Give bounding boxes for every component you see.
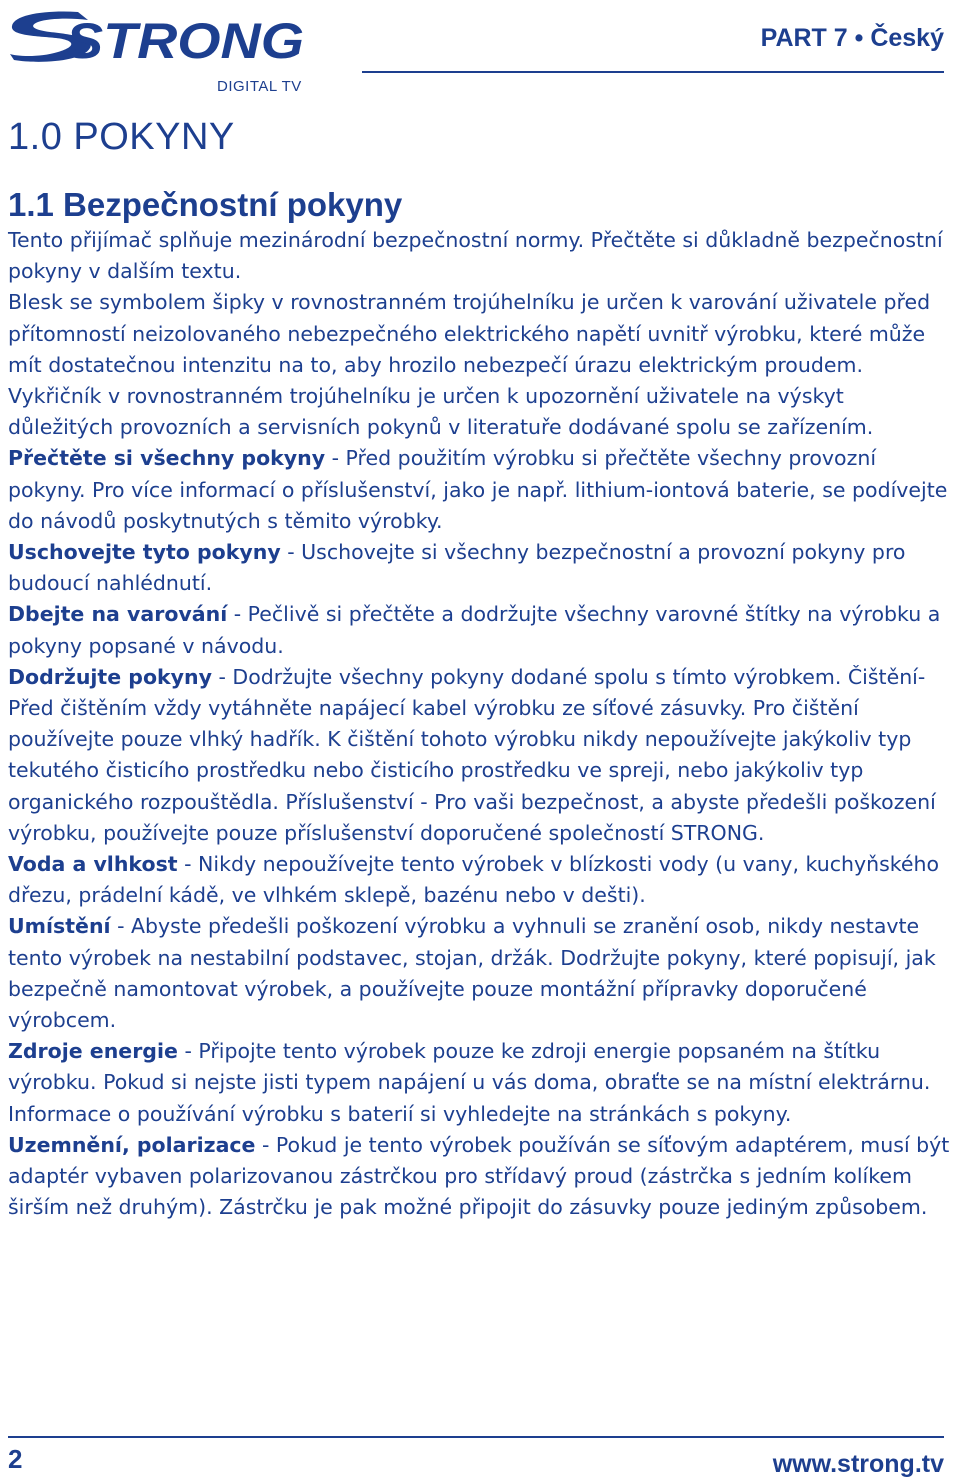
- power-sources-title: Zdroje energie: [8, 1039, 178, 1064]
- page-number: 2: [8, 1444, 23, 1474]
- water-moisture-title: Voda a vlhkost: [8, 852, 178, 877]
- exclamation-symbol-paragraph: Vykřičník v rovnostranném trojúhelníku je určen k upozornění uživatele na výskyt důležitých provozních a servisních pokynů v literatuře dodávané spolu se zařízením.: [8, 384, 874, 440]
- power-sources-paragraph: [8, 1036, 952, 1098]
- placement-paragraph: [8, 911, 952, 1036]
- water-moisture-paragraph: [8, 849, 952, 911]
- power-sources-text: - Připojte tento výrobek pouze ke zdroji energie popsaném na štítku výrobku. Pokud si nejste jisti typem napájení u vás doma, obraťte se na místní elektrárnu.: [8, 1039, 931, 1095]
- battery-info-paragraph: Informace o používání výrobku s baterií si vyhledejte na stránkách s pokyny.: [8, 1101, 792, 1126]
- grounding-title: Uzemnění, polarizace: [8, 1132, 256, 1157]
- heed-warnings-paragraph: [8, 599, 952, 661]
- heed-warnings-title: Dbejte na varování: [8, 602, 228, 627]
- header-divider: [362, 71, 944, 73]
- website-link[interactable]: www.strong.tv: [772, 1450, 944, 1478]
- keep-instructions-paragraph: [8, 537, 952, 599]
- read-instructions-title: Přečtěte si všechny pokyny: [8, 446, 326, 471]
- strong-logo-mark: [8, 6, 308, 76]
- grounding-text: - Pokud je tento výrobek používán se síťovým adaptérem, musí být adaptér vybaven polarizovanou zástrčkou pro střídavý proud (zástrčka s jedním kolíkem širším než druhým). Zástrčku je pak možné připojit do zásuvky pouze jediným způsobem.: [8, 1132, 950, 1220]
- safety-instructions-body: [8, 225, 952, 1224]
- main-heading: 1.0 POKYNY: [8, 116, 235, 158]
- placement-text: - Abyste předešli poškození výrobku a vyhnuli se zranění osob, nikdy nestavte tento výrobek na nestabilní podstavec, stojan, držák. Dodržujte pokyny, které popisují, jak bezpečně namontovat výrobek, a používejte pouze montážní přípravky doporučené výrobcem.: [8, 914, 936, 1033]
- logo-subtitle: DIGITAL TV: [217, 78, 302, 95]
- heed-warnings-text: - Pečlivě si přečtěte a dodržujte všechny varovné štítky na výrobku a pokyny popsané v návodu.: [8, 602, 941, 658]
- keep-instructions-title: Uschovejte tyto pokyny: [8, 540, 281, 565]
- water-moisture-text: - Nikdy nepoužívejte tento výrobek v blízkosti vody (u vany, kuchyňského dřezu, prádelní kádě, ve vlhkém sklepě, bazénu nebo v dešti).: [8, 852, 940, 908]
- follow-instructions-paragraph: [8, 662, 952, 849]
- lightning-symbol-paragraph: Blesk se symbolem šipky v rovnostranném trojúhelníku je určen k varování uživatele před přítomností neizolovaného nebezpečného elektrického napětí uvnitř výrobku, které může mít dostatečnou intenzitu na to, aby hrozilo nebezpečí úrazu elektrickým proudem.: [8, 290, 931, 377]
- strong-logo: [8, 6, 308, 98]
- keep-instructions-text: - Uschovejte si všechny bezpečnostní a provozní pokyny pro budoucí nahlédnutí.: [8, 540, 906, 596]
- footer-divider: [8, 1436, 944, 1438]
- logo-wordmark: STRONG: [66, 13, 304, 69]
- intro-paragraph: Tento přijímač splňuje mezinárodní bezpečnostní normy. Přečtěte si důkladně bezpečnostní pokyny v dalším textu.: [8, 228, 943, 284]
- follow-instructions-title: Dodržujte pokyny: [8, 664, 212, 689]
- follow-instructions-text: - Dodržujte všechny pokyny dodané spolu s tímto výrobkem. Čištění-Před čištěním vždy vytáhněte napájecí kabel výrobku ze síťové zásuvky. Pro čištění používejte pouze vlhký hadřík. K čištění tohoto výrobku nikdy nepoužívejte jakýkoliv typ tekutého čisticího prostředku nebo čisticího prostředku ve spreji, nebo jakýkoliv typ organického rozpouštědla. Příslušenství - Pro vaši bezpečnost, a abyste předešli poškození výrobku, používejte pouze příslušenství doporučené společností STRONG.: [8, 664, 936, 845]
- read-instructions-paragraph: [8, 443, 952, 537]
- read-instructions-text: - Před použitím výrobku si přečtěte všechny provozní pokyny. Pro více informací o příslušenství, jako je např. lithium-iontová baterie, se podívejte do návodů poskytnutých s těmito výrobky.: [8, 446, 948, 533]
- placement-title: Umístění: [8, 914, 111, 939]
- grounding-paragraph: [8, 1130, 952, 1224]
- part-label: PART 7 • Český: [760, 24, 944, 52]
- section-heading: 1.1 Bezpečnostní pokyny: [8, 186, 403, 223]
